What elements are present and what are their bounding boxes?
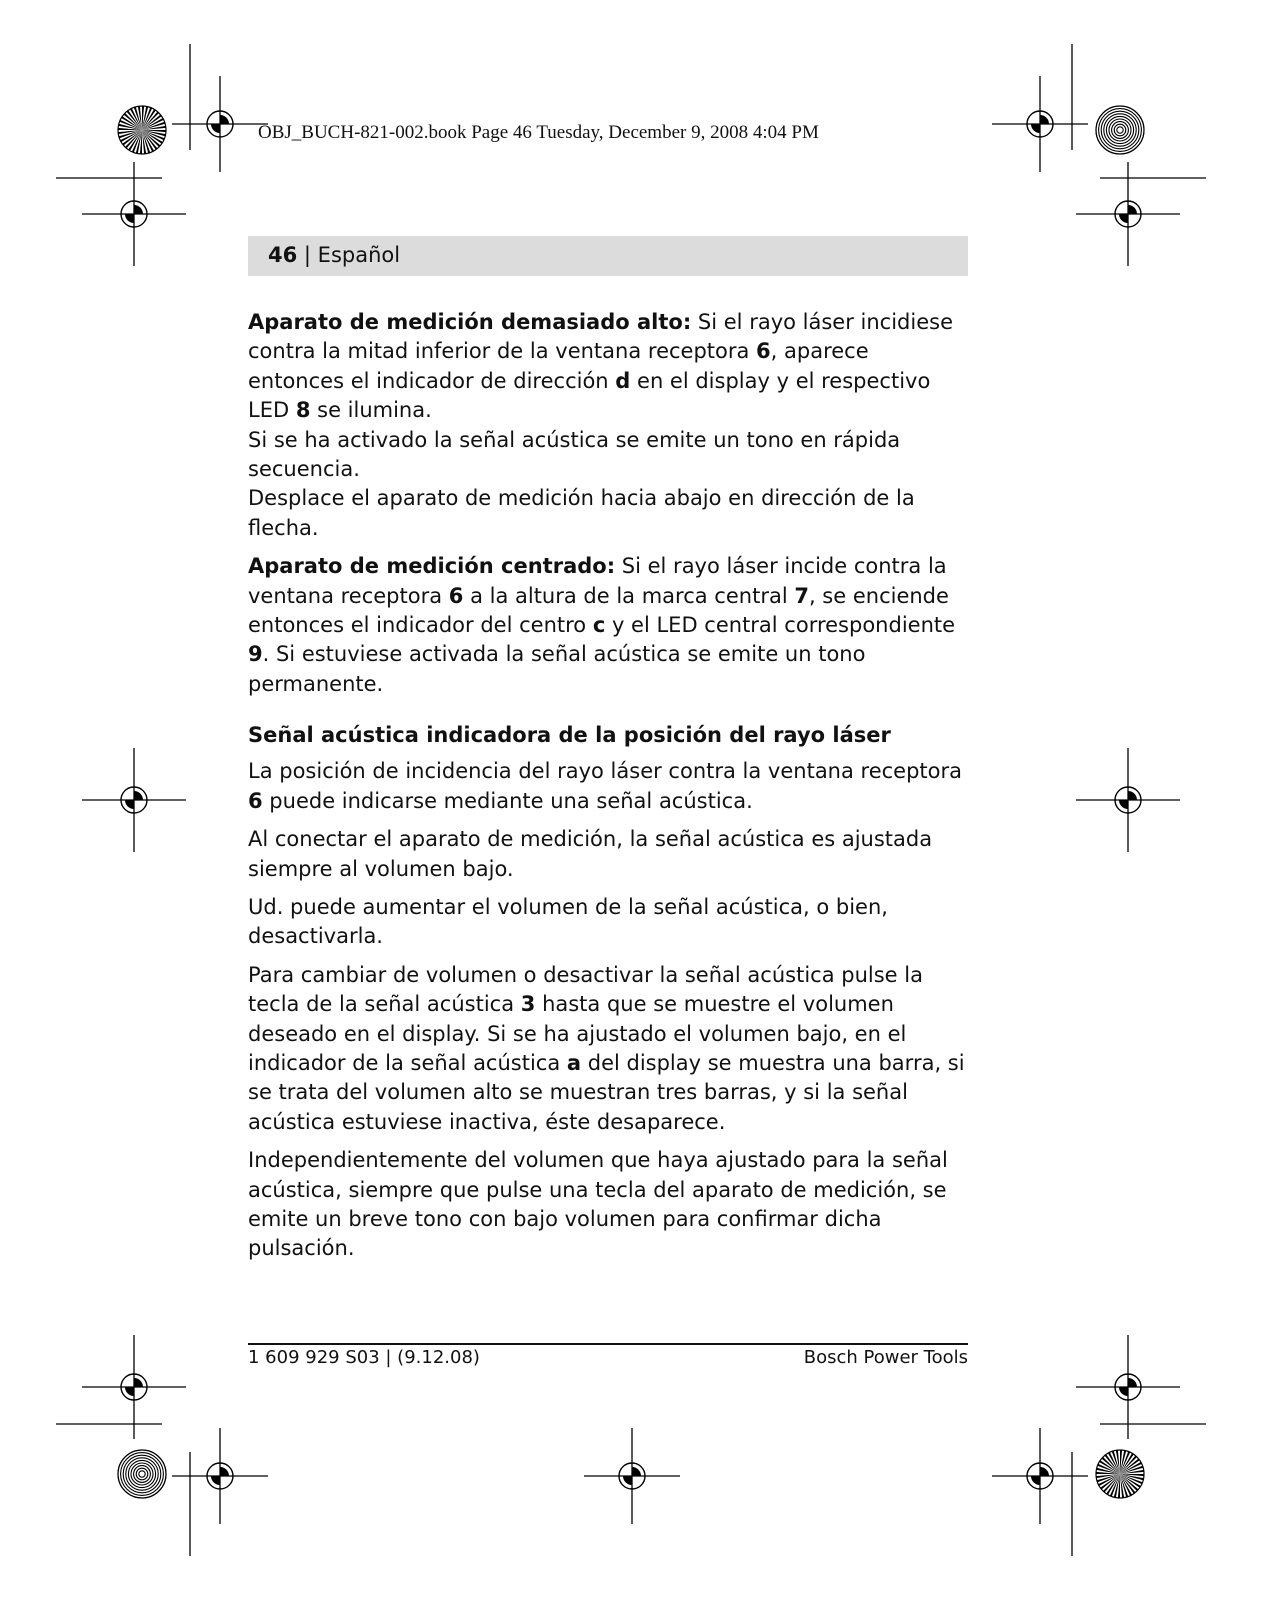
ref-number: 6 xyxy=(448,583,464,608)
text: hasta que se muestre el volumen deseado en el display. Si se ha ajustado el volumen bajo, en el indicador de la señal acústica xyxy=(248,992,907,1075)
section-heading: Señal acústica indicadora de la posición del rayo láser xyxy=(248,723,891,748)
text: puede indicarse mediante una señal acústica. xyxy=(262,788,753,813)
ref-number: 7 xyxy=(794,583,809,608)
header-text xyxy=(268,243,400,267)
paragraph-alto-line3: Desplace el aparato de medición hacia abajo en dirección de la flecha. xyxy=(248,486,915,540)
paragraph-alto-line2: Si se ha activado la señal acústica se emite un tono en rápida secuencia. xyxy=(248,427,901,482)
text: , se enciende entonces el indicador del centro xyxy=(248,583,949,638)
ref-letter: a xyxy=(566,1050,582,1075)
text: , aparece entonces el indicador de dirección xyxy=(248,339,869,393)
crosshair-quadrant xyxy=(1128,791,1137,800)
crosshair-quadrant xyxy=(125,214,134,223)
ref-number: 6 xyxy=(248,788,263,813)
paragraph-centrado xyxy=(248,552,968,699)
crosshair-quadrant xyxy=(211,124,220,133)
paragraph-senal-4 xyxy=(248,961,968,1137)
text: Para cambiar de volumen o desactivar la señal acústica pulse la tecla de la señal acústica xyxy=(248,962,923,1017)
crosshair-quadrant xyxy=(134,791,143,800)
crosshair-quadrant xyxy=(1040,1467,1049,1476)
header-language: Español xyxy=(317,243,401,267)
ref-number: 6 xyxy=(756,339,771,364)
footer-rule xyxy=(248,1343,968,1345)
header-separator: | xyxy=(297,243,318,267)
printer-slug-line: OBJ_BUCH-821-002.book Page 46 Tuesday, December 9, 2008 4:04 PM xyxy=(258,122,819,143)
text: y el LED central correspondiente xyxy=(605,613,956,638)
crosshair-quadrant xyxy=(134,205,143,214)
text: en el display y el respectivo LED xyxy=(248,368,931,423)
paragraph-alto xyxy=(248,308,968,426)
ref-letter: c xyxy=(592,613,606,638)
crosshair-quadrant xyxy=(125,800,134,809)
crosshair-quadrant xyxy=(1119,800,1128,809)
ref-number: 8 xyxy=(295,398,311,423)
paragraph-senal-5: Independientemente del volumen que haya ajustado para la señal acústica, siempre que pulse una tecla del aparato de medición, se emite un breve tono con bajo volumen para confirmar dicha pulsación. xyxy=(248,1148,948,1261)
crosshair-quadrant xyxy=(1040,115,1049,124)
footer-doc-number: 1 609 929 S03 | (9.12.08) xyxy=(248,1347,480,1368)
text: Si el rayo láser incidiese contra la mitad inferior de la ventana receptora xyxy=(248,310,953,364)
text: del display se muestra una barra, si se trata del volumen alto se muestran tres barras, y si la señal acústica estuviese inactiva, éste desaparece. xyxy=(248,1050,965,1134)
crosshair-quadrant xyxy=(623,1476,632,1485)
page-number: 46 xyxy=(268,243,298,267)
ref-letter: d xyxy=(615,368,631,393)
crosshair-quadrant xyxy=(1128,205,1137,214)
page-header xyxy=(248,236,968,276)
crosshair-quadrant xyxy=(632,1467,641,1476)
page-body xyxy=(248,308,968,1273)
text: . Si estuviese activada la señal acústica se emite un tono permanente. xyxy=(248,642,866,696)
lead-alto: Aparato de medición demasiado alto: xyxy=(248,310,692,334)
ref-number: 3 xyxy=(520,992,536,1017)
text: Si el rayo láser incide contra la ventana receptora xyxy=(248,554,947,608)
crosshair-quadrant xyxy=(125,1387,134,1396)
footer-brand: Bosch Power Tools xyxy=(803,1347,968,1368)
lead-centrado: Aparato de medición centrado: xyxy=(248,554,616,579)
crosshair-quadrant xyxy=(220,115,229,124)
text: La posición de incidencia del rayo láser contra la ventana receptora xyxy=(248,759,963,784)
crosshair-quadrant xyxy=(1119,214,1128,223)
crosshair-quadrant xyxy=(1128,1378,1137,1387)
paragraph-senal-3: Ud. puede aumentar el volumen de la señal acústica, o bien, desactivarla. xyxy=(248,894,888,949)
crosshair-quadrant xyxy=(1119,1387,1128,1396)
text: a la altura de la marca central xyxy=(463,583,795,608)
crosshair-quadrant xyxy=(211,1476,220,1485)
crosshair-quadrant xyxy=(1031,124,1040,133)
paragraph-senal-2: Al conectar el aparato de medición, la señal acústica es ajustada siempre al volumen bajo. xyxy=(248,827,933,881)
text: se ilumina. xyxy=(310,398,432,423)
crosshair-quadrant xyxy=(220,1467,229,1476)
crosshair-quadrant xyxy=(134,1378,143,1387)
paragraph-senal-1 xyxy=(248,757,968,816)
ref-number: 9 xyxy=(248,642,263,667)
crosshair-quadrant xyxy=(1031,1476,1040,1485)
